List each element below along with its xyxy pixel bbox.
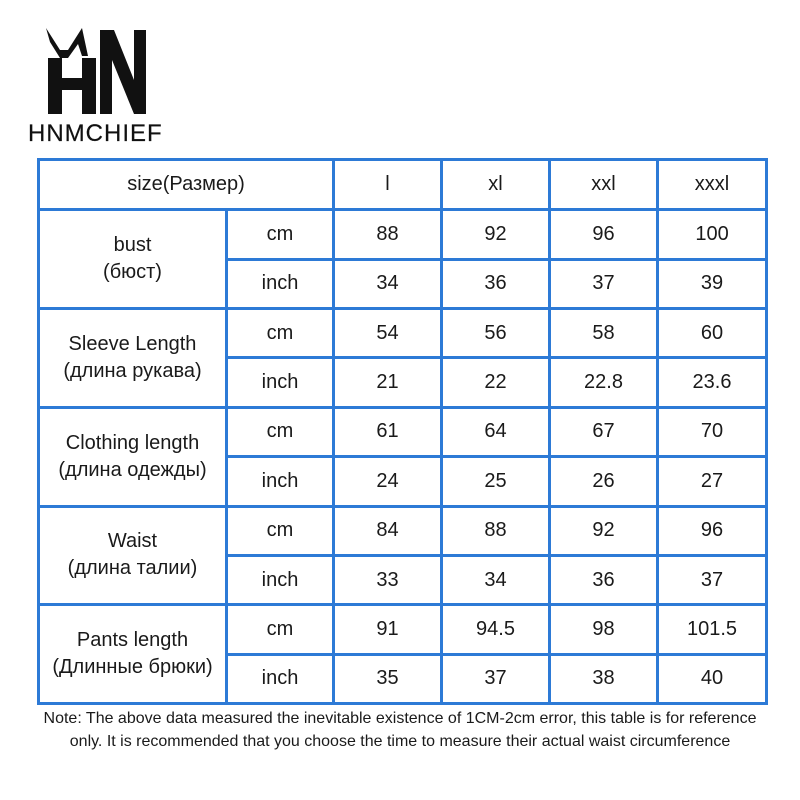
value-cell: 67 — [550, 407, 658, 456]
measurement-name: bust — [113, 234, 152, 257]
note-text: Note: The above data measured the inevitable existence of 1CM-2cm error, this table is for reference only. It is recommended that you choose the time to measure their actual waist circumference — [43, 710, 757, 751]
size-chart-table — [37, 158, 768, 705]
value-cell: 84 — [334, 506, 442, 555]
size-header-cell: xxl — [550, 160, 658, 210]
value-cell: 26 — [550, 457, 658, 506]
measurement-name-cell — [39, 407, 227, 506]
value-cell: 88 — [334, 210, 442, 259]
measurement-name: Waist — [107, 530, 158, 553]
value-cell: 88 — [442, 506, 550, 555]
cat-hm-monogram-icon — [38, 20, 148, 116]
measurement-name-ru: (длина одежды) — [58, 458, 207, 481]
value-cell: 40 — [658, 654, 767, 703]
value-cell: 38 — [550, 654, 658, 703]
measurement-row — [39, 407, 767, 456]
value-cell: 23.6 — [658, 358, 767, 407]
unit-cell: cm — [227, 506, 334, 555]
value-cell: 101.5 — [658, 605, 767, 654]
value-cell: 37 — [550, 259, 658, 308]
value-cell: 61 — [334, 407, 442, 456]
value-cell: 100 — [658, 210, 767, 259]
measurement-name-ru: (бюст) — [103, 261, 162, 284]
brand-logo — [28, 20, 178, 147]
value-cell: 70 — [658, 407, 767, 456]
value-cell: 34 — [442, 555, 550, 604]
value-cell: 22.8 — [550, 358, 658, 407]
measurement-name-cell — [39, 210, 227, 309]
value-cell: 96 — [658, 506, 767, 555]
value-cell: 96 — [550, 210, 658, 259]
measurement-name-cell — [39, 605, 227, 704]
measurement-name-ru: (Длинные брюки) — [52, 656, 213, 679]
value-cell: 36 — [442, 259, 550, 308]
value-cell: 22 — [442, 358, 550, 407]
value-cell: 37 — [442, 654, 550, 703]
measurement-row — [39, 210, 767, 259]
unit-cell: inch — [227, 457, 334, 506]
measurement-row — [39, 605, 767, 654]
unit-cell: inch — [227, 259, 334, 308]
value-cell: 33 — [334, 555, 442, 604]
size-header-label: size(Размер) — [39, 160, 334, 210]
unit-cell: cm — [227, 309, 334, 358]
measurement-name: Clothing length — [65, 431, 200, 454]
value-cell: 34 — [334, 259, 442, 308]
size-header-cell: xl — [442, 160, 550, 210]
value-cell: 91 — [334, 605, 442, 654]
value-cell: 39 — [658, 259, 767, 308]
value-cell: 58 — [550, 309, 658, 358]
value-cell: 92 — [550, 506, 658, 555]
unit-cell: inch — [227, 654, 334, 703]
value-cell: 35 — [334, 654, 442, 703]
measurement-name-cell — [39, 309, 227, 408]
value-cell: 54 — [334, 309, 442, 358]
measurement-row — [39, 506, 767, 555]
size-header-cell: xxxl — [658, 160, 767, 210]
value-cell: 27 — [658, 457, 767, 506]
value-cell: 98 — [550, 605, 658, 654]
measurement-name: Pants length — [76, 629, 189, 652]
value-cell: 36 — [550, 555, 658, 604]
value-cell: 64 — [442, 407, 550, 456]
size-header-cell: l — [334, 160, 442, 210]
measurement-name-ru: (длина рукава) — [63, 359, 202, 382]
measurement-name-cell — [39, 506, 227, 605]
value-cell: 25 — [442, 457, 550, 506]
value-cell: 60 — [658, 309, 767, 358]
measurement-name: Sleeve Length — [68, 332, 197, 355]
unit-cell: inch — [227, 358, 334, 407]
value-cell: 37 — [658, 555, 767, 604]
measurement-row — [39, 309, 767, 358]
value-cell: 92 — [442, 210, 550, 259]
brand-name: HNMCHIEF — [28, 120, 163, 147]
value-cell: 24 — [334, 457, 442, 506]
unit-cell: cm — [227, 407, 334, 456]
value-cell: 21 — [334, 358, 442, 407]
value-cell: 56 — [442, 309, 550, 358]
unit-cell: cm — [227, 210, 334, 259]
unit-cell: cm — [227, 605, 334, 654]
measurement-name-ru: (длина талии) — [67, 557, 198, 580]
header-row — [39, 160, 767, 210]
value-cell: 94.5 — [442, 605, 550, 654]
unit-cell: inch — [227, 555, 334, 604]
